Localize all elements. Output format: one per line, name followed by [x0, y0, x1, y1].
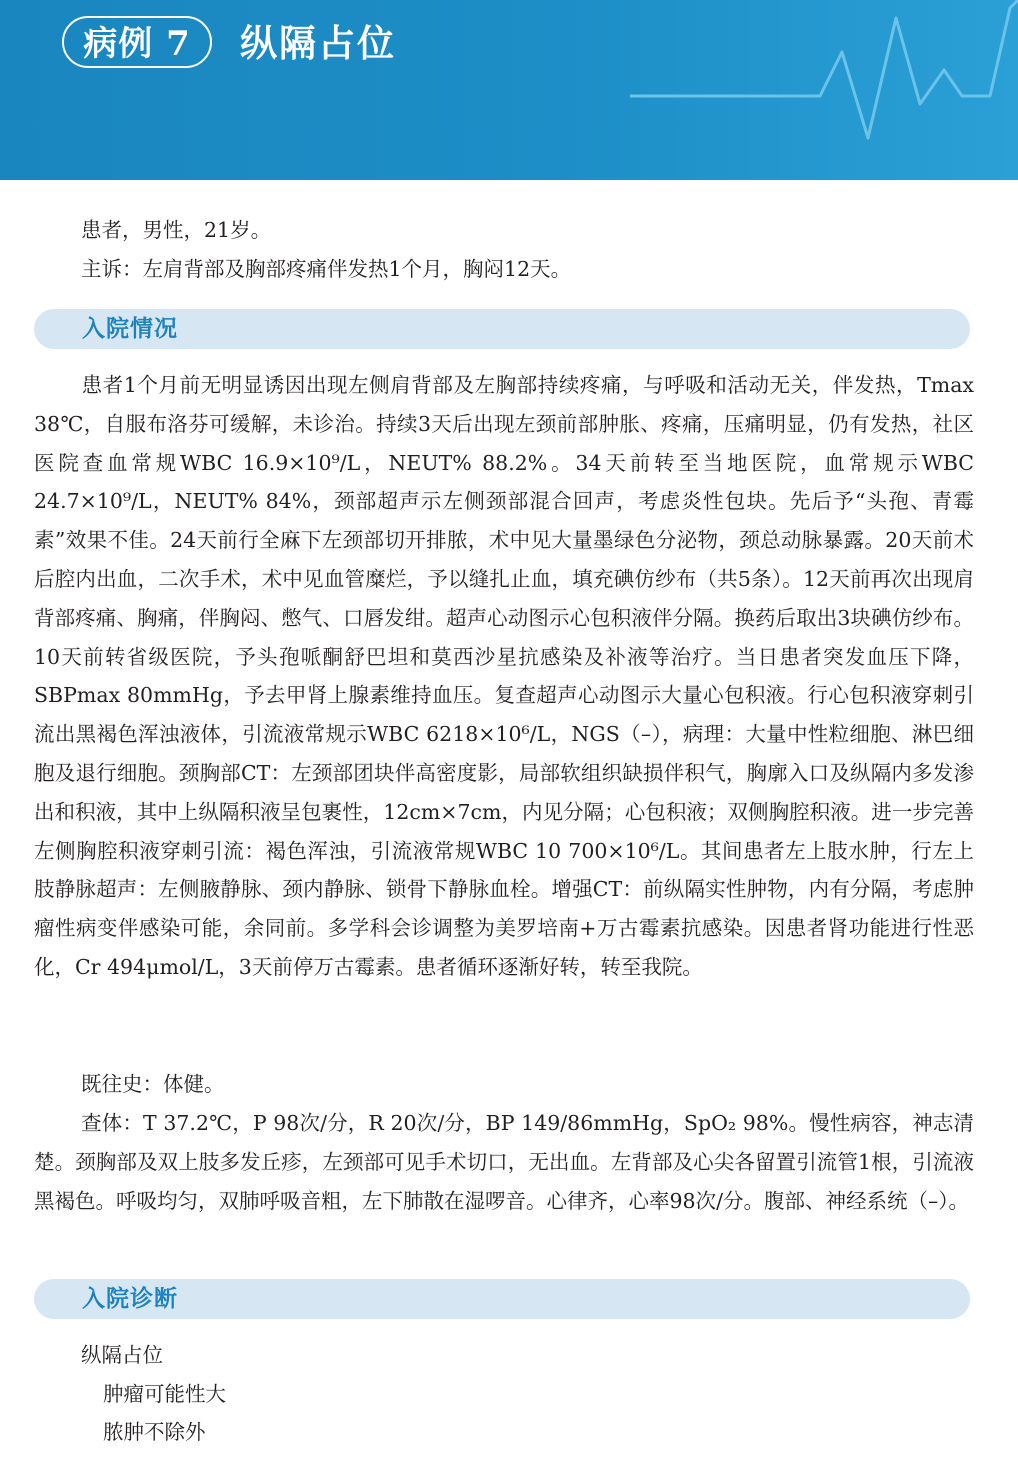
section-bar-diagnosis	[34, 1279, 970, 1319]
diagnosis-item: 肿瘤可能性大	[103, 1382, 226, 1406]
history-paragraph	[34, 366, 974, 987]
patient-info: 患者，男性，21岁。	[81, 218, 272, 242]
diagnosis-item: 脓肿不除外	[103, 1420, 206, 1444]
chief-complaint: 主诉：左肩背部及胸部疼痛伴发热1个月，胸闷12天。	[81, 257, 572, 281]
case-number-badge: 病例 7	[62, 16, 212, 68]
exam-text: 查体：T 37.2℃，P 98次/分，R 20次/分，BP 149/86mmHg，SpO₂ 98%。慢性病容，神志清楚。颈胸部及双上肢多发丘疹，左颈部可见手术切口，无出血。左背部及心尖各留置引流管1根，引流液黑褐色。呼吸均匀，双肺呼吸音粗，左下肺散在湿啰音。心律齐，心率98次/分。腹部、神经系统（–）。	[34, 1111, 974, 1213]
case-title: 纵隔占位	[240, 21, 396, 65]
section-bar-admission	[34, 309, 970, 349]
diagnosis-main: 纵隔占位	[81, 1343, 163, 1367]
exam-paragraph	[34, 1104, 974, 1220]
page-header	[0, 0, 1018, 180]
section-heading-admission: 入院情况	[82, 315, 178, 342]
past-history: 既往史：体健。	[81, 1072, 225, 1096]
history-text: 患者1个月前无明显诱因出现左侧肩背部及左胸部持续疼痛，与呼吸和活动无关，伴发热，Tmax 38℃，自服布洛芬可缓解，未诊治。持续3天后出现左颈前部肿胀、疼痛，压痛明显，仍有发热，社区医院查血常规WBC 16.9×10⁹/L，NEUT% 88.2%。34天前转至当地医院，血常规示WBC 24.7×10⁹/L，NEUT% 84%，颈部超声示左侧颈部混合回声，考虑炎性包块。先后予“头孢、青霉素”效果不佳。24天前行全麻下左颈部切开排脓，术中见大量墨绿色分泌物，颈总动脉暴露。20天前术后腔内出血，二次手术，术中见血管糜烂，予以缝扎止血，填充碘仿纱布（共5条）。12天前再次出现肩背部疼痛、胸痛，伴胸闷、憋气、口唇发绀。超声心动图示心包积液伴分隔。换药后取出3块碘仿纱布。10天前转省级医院，予头孢哌酮舒巴坦和莫西沙星抗感染及补液等治疗。当日患者突发血压下降，SBPmax 80mmHg，予去甲肾上腺素维持血压。复查超声心动图示大量心包积液。行心包积液穿刺引流出黑褐色浑浊液体，引流液常规示WBC 6218×10⁶/L，NGS（–），病理：大量中性粒细胞、淋巴细胞及退行细胞。颈胸部CT：左颈部团块伴高密度影，局部软组织缺损伴积气，胸廓入口及纵隔内多发渗出和积液，其中上纵隔积液呈包裹性，12cm×7cm，内见分隔；心包积液；双侧胸腔积液。进一步完善左侧胸腔积液穿刺引流：褐色浑浊，引流液常规WBC 10 700×10⁶/L。其间患者左上肢水肿，行左上肢静脉超声：左侧腋静脉、颈内静脉、锁骨下静脉血栓。增强CT：前纵隔实性肿物，内有分隔，考虑肿瘤性病变伴感染可能，余同前。多学科会诊调整为美罗培南+万古霉素抗感染。因患者肾功能进行性恶化，Cr 494μmol/L，3天前停万古霉素。患者循环逐渐好转，转至我院。	[34, 373, 974, 979]
section-heading-diagnosis: 入院诊断	[82, 1285, 178, 1312]
